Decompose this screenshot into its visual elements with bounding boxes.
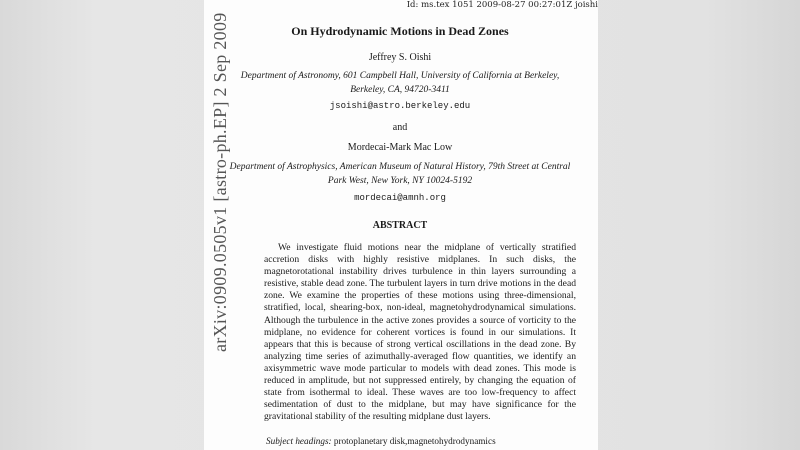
and-separator: and	[392, 122, 408, 133]
subject-headings-value: protoplanetary disk,magnetohydrodynamics	[333, 436, 496, 446]
affiliation-line: Department of Astrophysics, American Museum of Natural History, 79th Street at Central	[229, 162, 571, 172]
document-id-header: Id: ms.tex 1051 2009-08-27 00:27:01Z joishi	[406, 0, 598, 10]
paper-title: On Hydrodynamic Motions in Dead Zones	[291, 24, 509, 38]
author-affiliation	[0, 160, 800, 188]
author-email: mordecai@amnh.org	[354, 193, 446, 203]
subject-headings-label: Subject headings:	[266, 436, 332, 446]
subject-headings	[266, 436, 496, 446]
affiliation-line: Department of Astronomy, 601 Campbell Hall, University of California at Berkeley,	[240, 71, 560, 81]
affiliation-line: Park West, New York, NY 10024-5192	[327, 176, 473, 186]
affiliation-line: Berkeley, CA, 94720-3411	[350, 85, 450, 95]
arxiv-identifier: arXiv:0909.0505v1 [astro-ph.EP] 2 Sep 2009	[210, 12, 230, 352]
author-name: Jeffrey S. Oishi	[368, 52, 432, 63]
author-name: Mordecai-Mark Mac Low	[347, 142, 453, 153]
abstract-heading: ABSTRACT	[372, 220, 428, 231]
author-affiliation	[0, 69, 800, 97]
author-email: jsoishi@astro.berkeley.edu	[329, 101, 471, 111]
abstract-body: We investigate fluid motions near the midplane of vertically stratified accretion disks with highly resistive midplanes. In such disks, the magnetorotational instability drives turbulence in thin layers surrounding a resistive, stable dead zone. The turbulent layers in turn drive motions in the dead zone. We examine the properties of these motions using three-dimensional, stratified, local, shearing-box, non-ideal, magnetohydrodynamical simulations. Although the turbulence in the active zones provides a source of vorticity to the midplane, no evidence for coherent vortices is found in our simulations. It appears that this is because of strong vertical oscillations in the dead zone. By analyzing time series of azimuthally-averaged flow quantities, we identify an axisymmetric wave mode particular to models with dead zones. This mode is reduced in amplitude, but not suppressed entirely, by changing the equation of state from isothermal to ideal. These waves are too low-frequency to affect sedimentation of dust to the midplane, but may have significance for the gravitational stability of the resulting midplane dust layers.	[264, 242, 576, 423]
